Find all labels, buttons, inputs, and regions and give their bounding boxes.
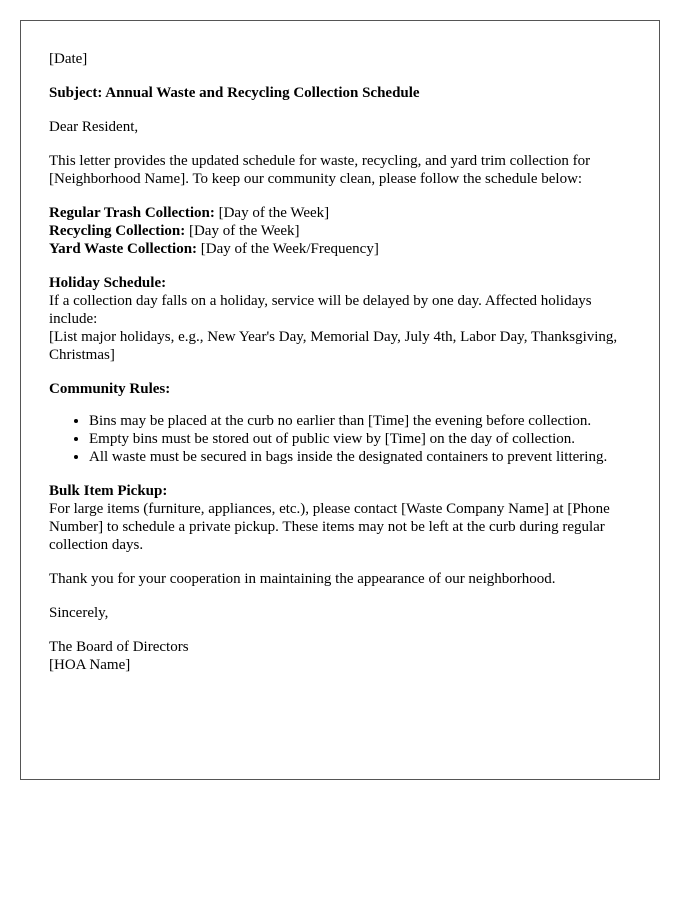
schedule-label: Recycling Collection: (49, 223, 186, 239)
bulk-text: For large items (furniture, appliances, etc.), please contact [Waste Company Name] at [Phone Number] to schedule a private pickup. These items may not be left at the curb during regular collection days. (49, 501, 610, 553)
rules-list (49, 412, 631, 466)
schedule-item-yard-waste (49, 240, 631, 258)
signature (49, 638, 631, 674)
holiday-heading: Holiday Schedule: (49, 275, 167, 291)
schedule-item-trash (49, 204, 631, 222)
letter (20, 20, 660, 780)
schedule-label: Regular Trash Collection: (49, 205, 215, 221)
signature-line: The Board of Directors (49, 639, 189, 655)
subject-text: Subject: Annual Waste and Recycling Collection Schedule (49, 85, 420, 101)
letter-intro: This letter provides the updated schedule for waste, recycling, and yard trim collection for [Neighborhood Name]. To keep our community clean, please follow the schedule below: (49, 153, 591, 187)
schedule-label: Yard Waste Collection: (49, 241, 198, 257)
schedule-value: [Day of the Week/Frequency] (197, 241, 379, 257)
signature-line: [HOA Name] (49, 657, 131, 673)
letter-date: [Date] (49, 51, 88, 67)
schedule-value: [Day of the Week] (185, 223, 300, 239)
list-item: • Empty bins must be stored out of public view by [Time] on the day of collection. (89, 430, 631, 448)
schedule-value: [Day of the Week] (214, 205, 330, 221)
letter-closing: Sincerely, (49, 605, 109, 621)
holiday-text: If a collection day falls on a holiday, service will be delayed by one day. Affected holidays include: (49, 293, 592, 327)
rules-heading-block (49, 380, 631, 398)
bulk-section (49, 482, 631, 554)
bulk-heading: Bulk Item Pickup: (49, 483, 168, 499)
letter-subject (49, 84, 631, 102)
schedule-item-recycling (49, 222, 631, 240)
holiday-section (49, 274, 631, 364)
letter-thanks: Thank you for your cooperation in maintaining the appearance of our neighborhood. (49, 571, 556, 587)
holiday-list: [List major holidays, e.g., New Year's Day, Memorial Day, July 4th, Labor Day, Thanksgiving, Christmas] (49, 329, 618, 363)
list-item: • All waste must be secured in bags inside the designated containers to prevent littering. (89, 448, 631, 466)
letter-salutation: Dear Resident, (49, 119, 139, 135)
list-item: • Bins may be placed at the curb no earlier than [Time] the evening before collection. (89, 412, 631, 430)
collection-schedule (49, 204, 631, 258)
rules-heading: Community Rules: (49, 381, 171, 397)
